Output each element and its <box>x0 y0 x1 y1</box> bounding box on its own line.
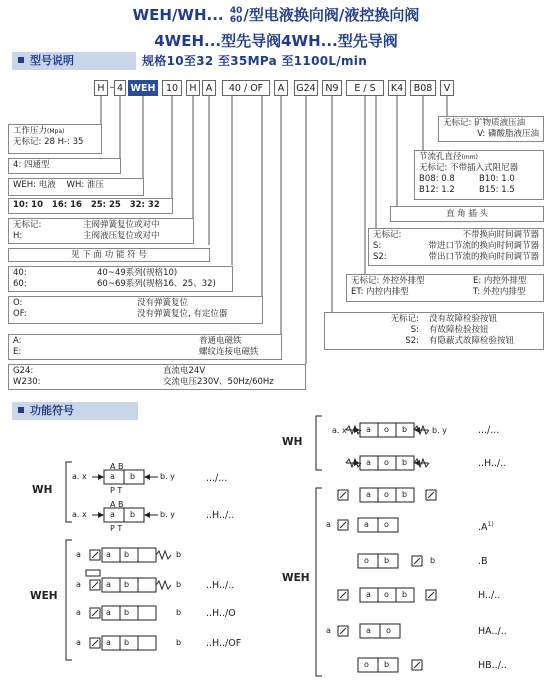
reset-v1: 主阀弹簧复位或对中 <box>83 220 160 230</box>
code-cell-9: A <box>274 80 288 96</box>
title-suffix: /型电液换向阀/液控换向阀 <box>243 6 420 24</box>
cell-o: o <box>384 425 389 434</box>
frac-bottom: 60 <box>229 14 243 25</box>
port-pt: P T <box>110 486 123 495</box>
spring-v1: 没有弹簧复位 <box>137 298 189 308</box>
orifice-unit: (mm) <box>461 154 478 161</box>
orifice-title: 节流孔直径 <box>419 152 462 162</box>
code-cell-17: V <box>440 80 454 96</box>
right-code-0: .../... <box>478 425 500 436</box>
fault-k2: S: <box>410 325 419 335</box>
drain-a1: 无标记: 外控外排型 <box>351 276 425 286</box>
voltage-v1: 直流电24V <box>163 366 206 376</box>
right-weh-label: WEH <box>282 572 310 584</box>
series-v2: 60~69系列(规格16、25、32) <box>97 279 216 289</box>
right-code-1: ..H../.. <box>478 458 507 469</box>
cell-a: a <box>366 626 371 635</box>
code-dash: – <box>109 82 115 93</box>
pressure-title: 工作压力 <box>13 126 48 136</box>
oil-l2: V: 磷酸脂液压油 <box>477 129 539 139</box>
section-model-label: 型号说明 <box>30 54 74 67</box>
cell-b: b <box>124 608 130 617</box>
side-by: b. y <box>432 426 447 435</box>
spring-v2: 没有弹簧复位, 有定位器 <box>137 309 228 319</box>
code-cell-1: 4 <box>114 80 126 96</box>
fault-k3: S2: <box>405 336 419 346</box>
section-function-label: 功能符号 <box>30 404 74 417</box>
size-32: 32: 32 <box>129 200 160 210</box>
page-subtitle: 4WEH...型先导阀4WH...型先导阀 <box>154 32 398 50</box>
code-cell-2: WEH <box>128 80 158 96</box>
control-a: WEH: 电液 <box>13 180 56 190</box>
cell-a: a <box>366 590 371 599</box>
cell-o: o <box>386 626 391 635</box>
size-25: 25: 25 <box>90 200 121 210</box>
code-cell-3: 10 <box>162 80 182 96</box>
cell-a: a <box>106 638 111 647</box>
stroke-v3: 带出口节流的换向时间调节器 <box>428 252 539 262</box>
oil-l1: 无标记: 矿物质液压油 <box>443 118 526 128</box>
code-cell-7: / <box>243 83 248 94</box>
control-b: WH: 淮压 <box>66 180 104 190</box>
solenoid-k1: A: <box>13 336 22 346</box>
port-pt: P T <box>110 524 123 533</box>
code-cell-15: K4 <box>388 80 406 96</box>
cell-a: a <box>110 510 115 519</box>
right-wh-label: WH <box>282 436 303 448</box>
orifice-b2: B15: 1.5 <box>479 185 515 195</box>
box-symbol-note: 见 下 面 功 能 符 号 <box>8 248 210 262</box>
right-code-2 <box>478 521 494 533</box>
cell-b: b <box>130 510 136 519</box>
drain-b2: T: 外控内排型 <box>473 287 526 297</box>
spec-line: 规格10至32 至35MPa 至1100L/min <box>142 54 368 68</box>
series-v1: 40~49系列(规格10) <box>97 268 178 278</box>
side-by: b. y <box>160 510 175 519</box>
cell-b: b <box>124 580 130 589</box>
left-code-4: ..H../OF <box>206 638 242 649</box>
code-cell-12: E <box>354 83 361 94</box>
code-cell-11: N9 <box>322 80 342 96</box>
title-prefix: WEH/WH... <box>132 6 224 24</box>
cell-o: o <box>364 660 369 669</box>
code-cell-0: H <box>94 80 108 96</box>
right-code-2-text: .A <box>478 522 488 534</box>
voltage-k1: G24: <box>13 366 34 376</box>
cell-o: o <box>384 490 389 499</box>
cell-b: b <box>402 425 408 434</box>
pressure-line: 无标记: 28 H-: 35 <box>13 137 84 147</box>
cell-a: a <box>366 490 371 499</box>
side-by: b. y <box>160 472 175 481</box>
cell-b: b <box>124 550 130 559</box>
box-four-way: 4: 四通型 <box>8 158 121 174</box>
side-ax: a. x <box>332 426 347 435</box>
cell-a: a <box>106 550 111 559</box>
cell-o: o <box>384 520 389 529</box>
code-cell-8: OF <box>250 83 264 94</box>
side-a: a <box>76 638 81 647</box>
left-code-2: ..H../.. <box>206 580 235 591</box>
cell-a: a <box>366 425 371 434</box>
cell-b: b <box>384 556 390 565</box>
side-b: b <box>430 556 436 565</box>
solenoid-v2: 螺纹连接电磁铁 <box>199 347 259 357</box>
reset-v2: 主阀液压复位或对中 <box>83 231 160 241</box>
side-a: a <box>326 520 331 529</box>
cell-b: b <box>384 660 390 669</box>
right-code-5: HA../.. <box>478 626 507 637</box>
side-ax: a. x <box>72 510 87 519</box>
side-ax: a. x <box>72 472 87 481</box>
cell-a: a <box>106 608 111 617</box>
drain-b1: E: 内控外排型 <box>473 276 527 286</box>
stroke-k3: S2: <box>373 252 387 262</box>
cell-b: b <box>402 490 408 499</box>
cell-o: o <box>384 458 389 467</box>
fault-v3: 有隐蔽式故障检验按钮 <box>429 336 515 346</box>
side-b: b <box>176 550 182 559</box>
code-cell-10: G24 <box>294 80 318 96</box>
solenoid-v1: 普通电磁铁 <box>199 336 242 346</box>
cell-a: a <box>364 520 369 529</box>
orifice-a2: B12: 1.2 <box>419 185 455 195</box>
frac-top: 40 <box>229 5 243 16</box>
left-code-3: ..H../O <box>206 608 236 619</box>
side-a: a <box>76 580 81 589</box>
right-code-6: HB../.. <box>478 660 507 671</box>
cell-a: a <box>110 472 115 481</box>
left-code-1: ..H../.. <box>206 510 235 521</box>
spring-k2: OF: <box>13 309 27 319</box>
side-b: b <box>176 608 182 617</box>
cell-o: o <box>384 590 389 599</box>
orifice-a1: B08: 0.8 <box>419 174 455 184</box>
left-weh-label: WEH <box>30 590 58 602</box>
fault-k1: 无标记: <box>390 314 419 324</box>
cell-a: a <box>106 580 111 589</box>
series-k1: 40: <box>13 268 27 278</box>
cell-b: b <box>130 472 136 481</box>
size-10: 10: 10 <box>13 200 44 210</box>
cell-a: a <box>366 458 371 467</box>
cell-b: b <box>402 590 408 599</box>
left-wh-label: WH <box>32 484 53 496</box>
code-cell-13: / <box>363 83 367 94</box>
stroke-k1: 无标记: <box>373 230 402 240</box>
voltage-k2: W230: <box>13 377 41 387</box>
voltage-v2: 交流电压230V、50Hz/60Hz <box>163 377 274 387</box>
stroke-k2: S: <box>373 241 382 251</box>
footnote-mark: 1) <box>487 521 494 528</box>
solenoid-k2: E: <box>13 347 22 357</box>
side-a: a <box>76 608 81 617</box>
fault-v2: 有故障检验按钮 <box>429 325 489 335</box>
box-plug: 直 角 插 头 <box>390 206 544 222</box>
orifice-b1: B10: 1.0 <box>479 174 515 184</box>
port-ab: A B <box>110 500 124 509</box>
code-cell-4: H <box>186 80 200 96</box>
orifice-l1: 无标记: 不带插入式阻尼器 <box>419 163 519 173</box>
spring-k1: O: <box>13 298 23 308</box>
left-code-0: .../... <box>206 473 228 484</box>
fault-v1: 没有故障检验按钮 <box>429 314 498 324</box>
cell-o: o <box>364 556 369 565</box>
size-16: 16: 16 <box>51 200 82 210</box>
pressure-unit: (Mpa) <box>47 128 65 135</box>
right-code-3: .B <box>478 556 488 567</box>
cell-b: b <box>124 638 130 647</box>
side-a: a <box>326 626 331 635</box>
right-code-4: H../.. <box>478 590 501 601</box>
code-cell-5: A <box>202 80 216 96</box>
drain-a2: ET: 内控内排型 <box>351 287 409 297</box>
cell-b: b <box>402 458 408 467</box>
side-b: b <box>176 638 182 647</box>
stroke-v2: 带进口节流的换向时间调节器 <box>428 241 539 251</box>
port-ab: A B <box>110 462 124 471</box>
code-cell-16: B08 <box>410 80 436 96</box>
side-b: b <box>176 580 182 589</box>
code-cell-6: 40 <box>228 83 241 94</box>
series-k2: 60: <box>13 279 27 289</box>
side-a: a <box>76 550 81 559</box>
reset-k1: 无标记: <box>13 220 42 230</box>
code-cell-14: S <box>369 83 376 94</box>
stroke-v1: 不带换向时间调节器 <box>462 230 539 240</box>
reset-k2: H: <box>13 231 23 241</box>
